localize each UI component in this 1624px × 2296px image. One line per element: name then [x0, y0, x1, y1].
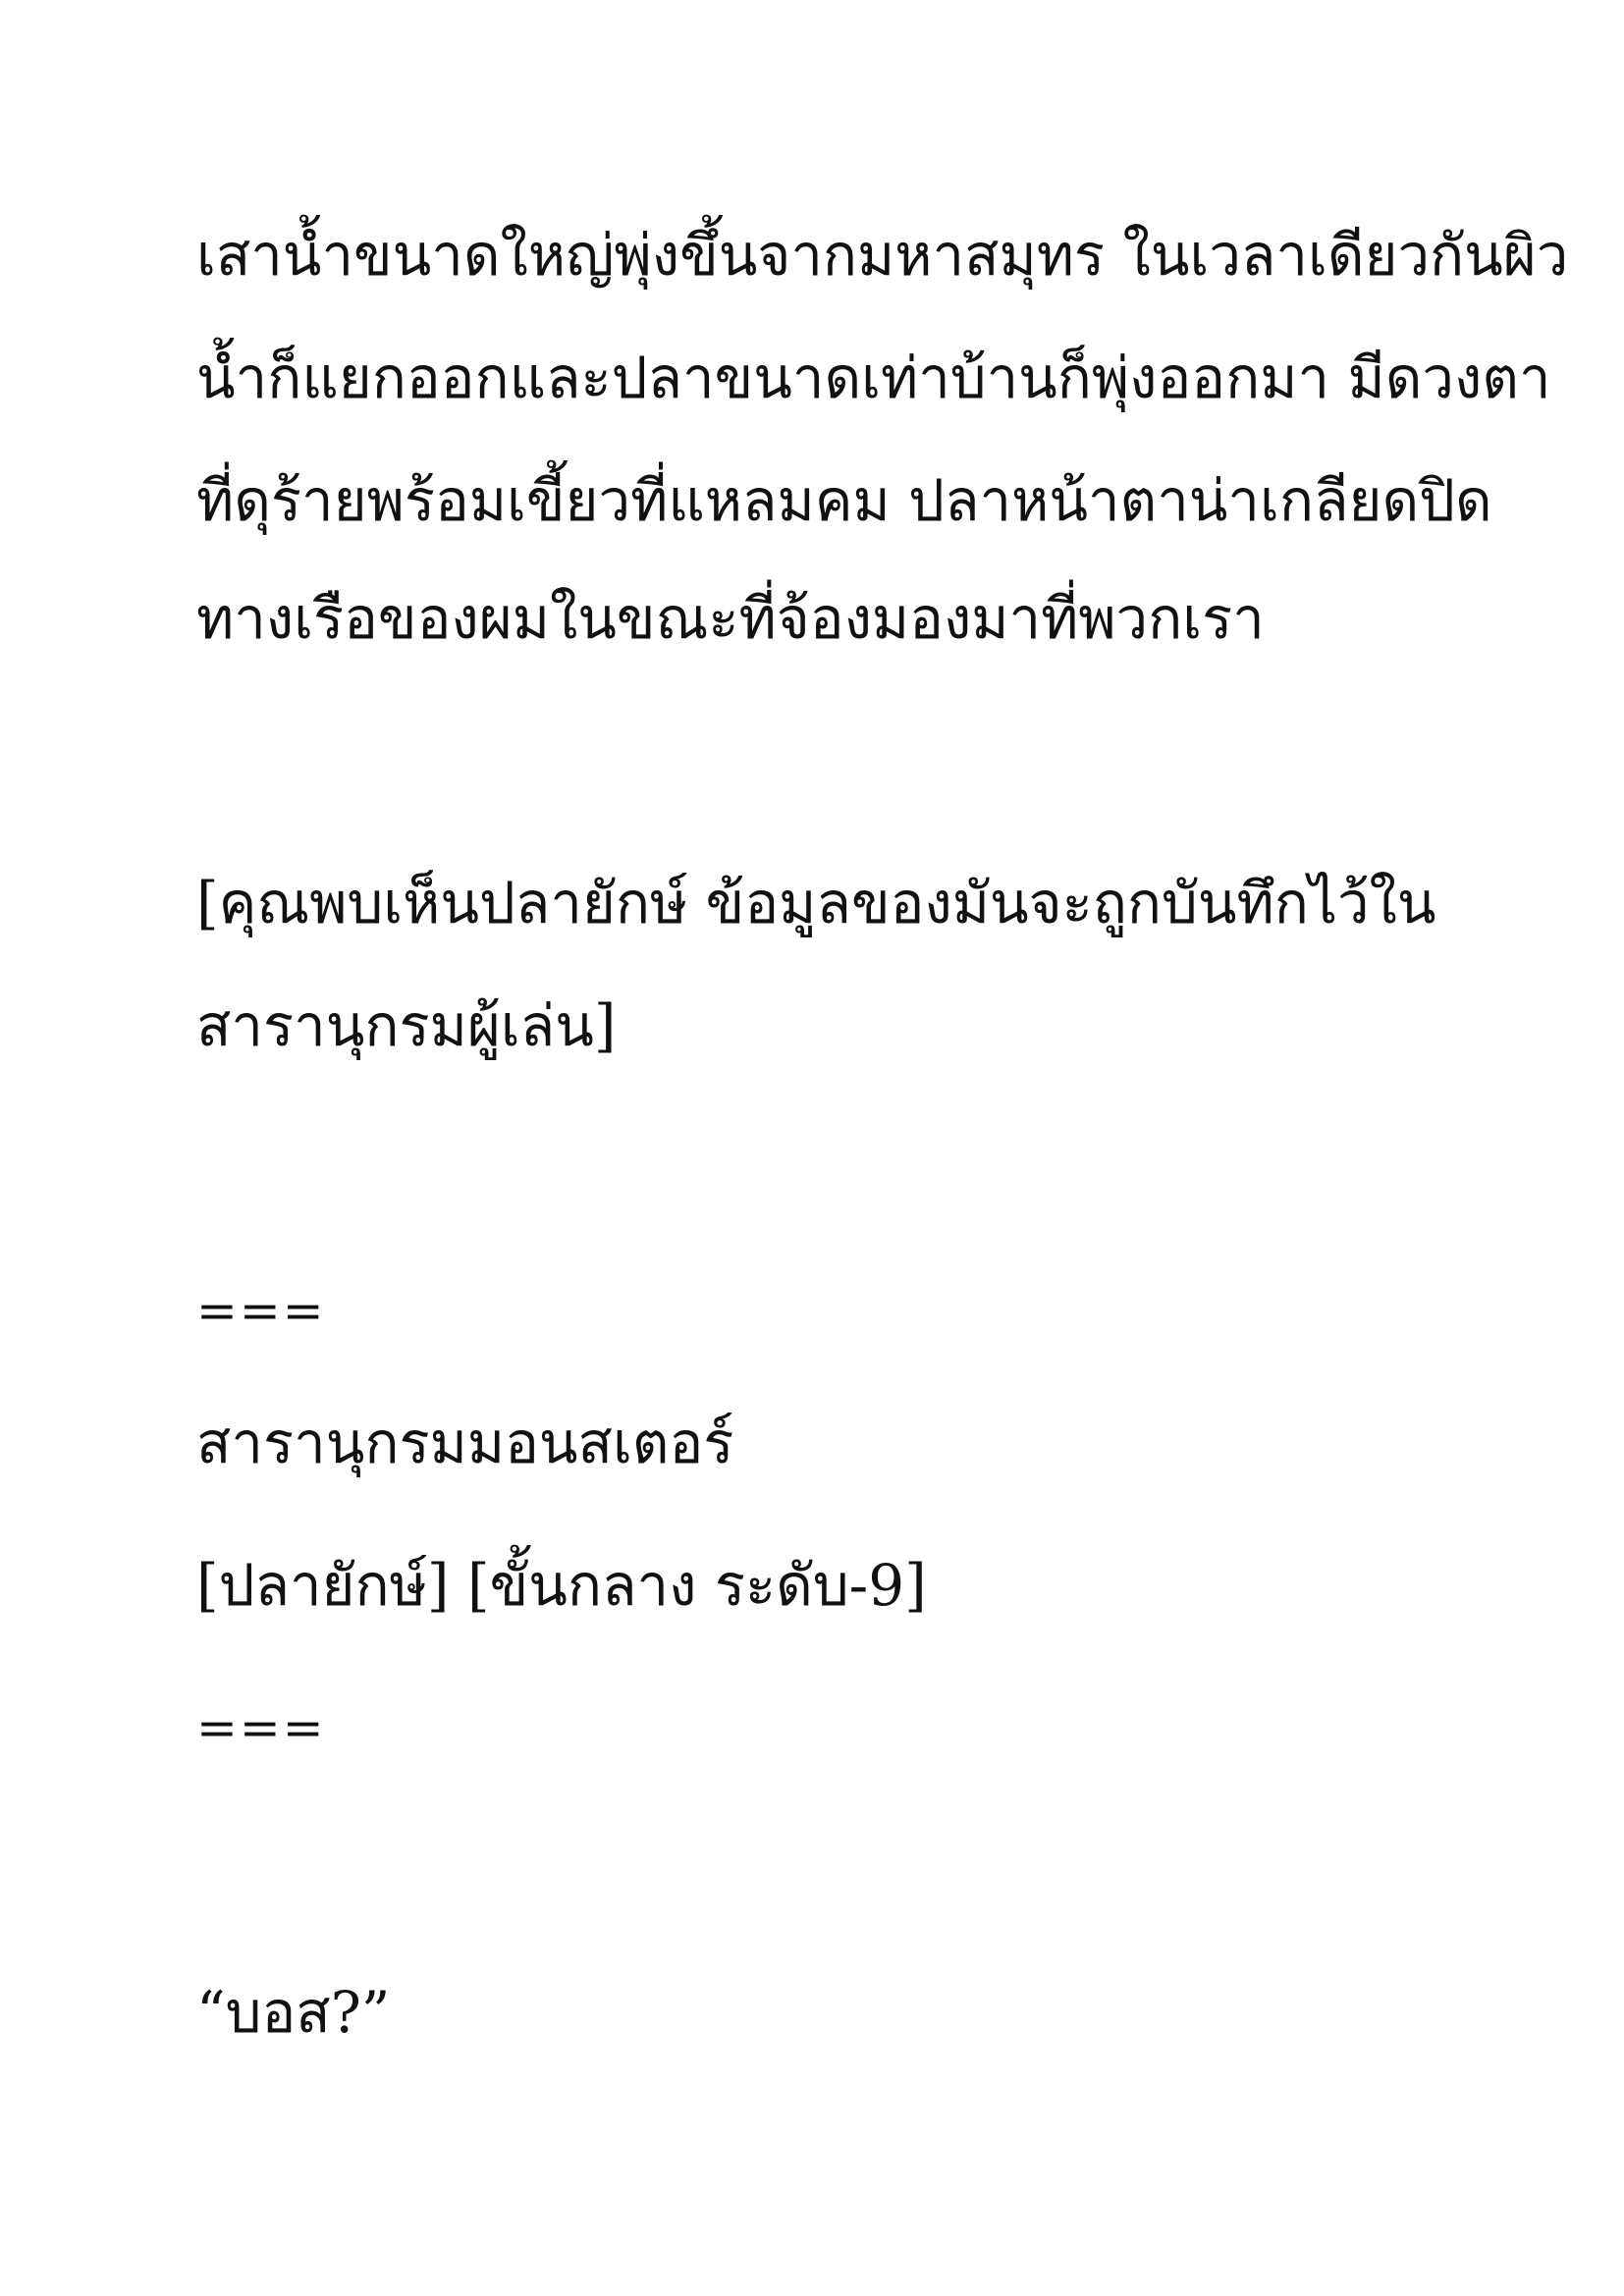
encyclopedia-entry: [ปลายักษ์] [ขั้นกลาง ระดับ-9]	[196, 1552, 927, 1619]
separator-bottom: ===	[196, 1699, 326, 1756]
paragraph-line-3: ที่ดุร้ายพร้อมเขี้ยวที่แหลมคม ปลาหน้าตาน่าเกลียดปิด	[196, 467, 1492, 534]
paragraph-line-2: น้ำก็แยกออกและปลาขนาดเท่าบ้านก็พุ่งออกมา มีดวงตา	[196, 345, 1551, 411]
paragraph-line-4: ทางเรือของผมในขณะที่จ้องมองมาที่พวกเรา	[196, 585, 1265, 652]
dialogue-line: “บอส?”	[196, 1979, 391, 2046]
notice-line-1: [คุณพบเห็นปลายักษ์ ข้อมูลของมันจะถูกบันทึกไว้ใน	[196, 870, 1436, 936]
separator-top: ===	[196, 1282, 326, 1339]
paragraph-line-1: เสาน้ำขนาดใหญ่พุ่งขึ้นจากมหาสมุทร ในเวลาเดียวกันผิว	[196, 222, 1569, 289]
notice-line-2: สารานุกรมผู้เล่น]	[196, 992, 617, 1059]
encyclopedia-title: สารานุกรมมอนสเตอร์	[196, 1410, 734, 1476]
